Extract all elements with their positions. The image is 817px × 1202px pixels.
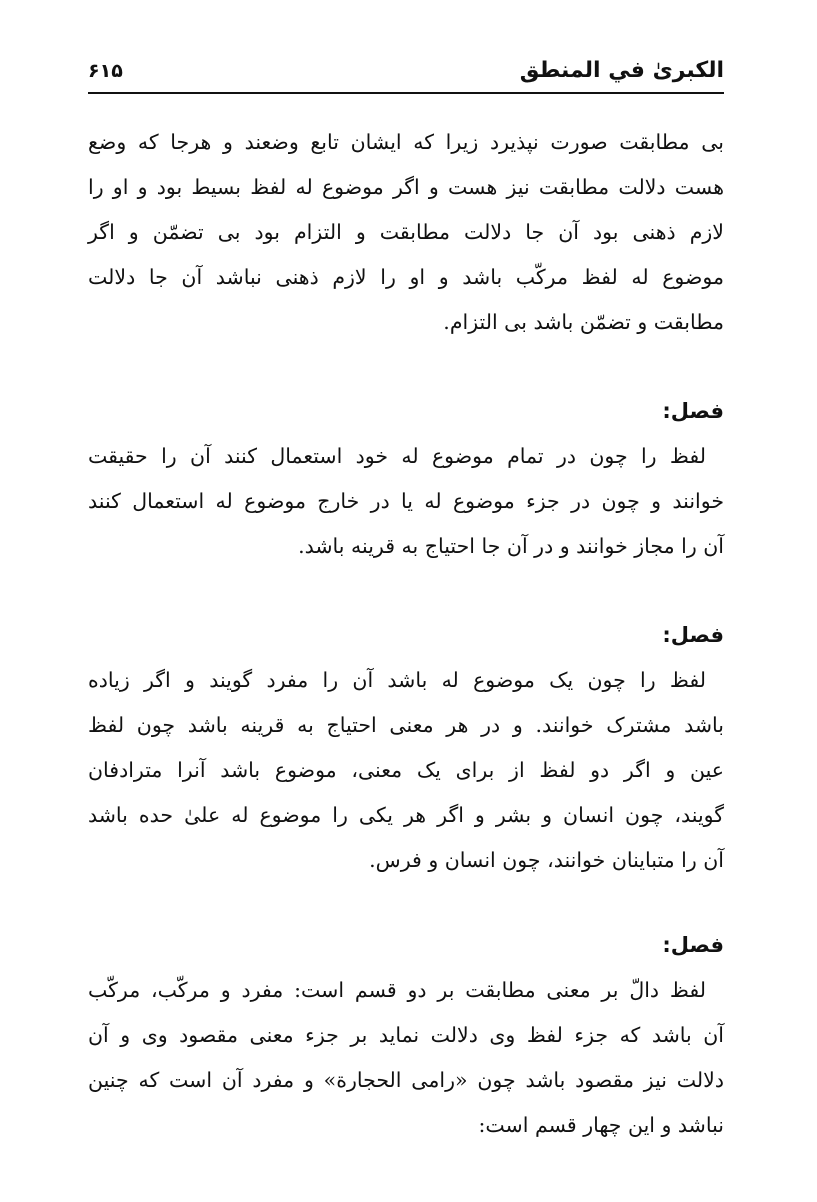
running-header <box>88 56 724 92</box>
paragraph-intro <box>88 120 724 345</box>
section-heading: فصل: <box>662 399 724 423</box>
text-line: لفظ دالّ بر معنی مطابقت بر دو قسم است: مفرد و مرکّب، مرکّب <box>88 978 706 1002</box>
text-line: آن را متباینان خوانند، چون انسان و فرس. <box>369 848 724 872</box>
text-line: دلالت نیز مقصود باشد چون «رامی الحجارة» و مفرد آن است که چنین <box>88 1068 724 1092</box>
text-line: لازم ذهنی بود آن جا دلالت مطابقت و التزام بود بی تضمّن و اگر <box>88 220 724 244</box>
page-body <box>88 120 724 1148</box>
text-line: آن باشد که جزء لفظ وی دلالت نماید بر جزء معنی مقصود وی و آن <box>88 1023 724 1047</box>
text-line: گویند، چون انسان و بشر و اگر هر یکی را موضوع له علیٰ حده باشد <box>88 803 724 827</box>
text-line: مطابقت و تضمّن باشد بی التزام. <box>443 310 724 334</box>
text-line: خوانند و چون در جزء موضوع له یا در خارج موضوع له استعمال کنند <box>88 489 724 513</box>
text-line: نباشد و این چهار قسم است: <box>478 1113 724 1137</box>
book-title: الکبریٰ في المنطق <box>519 58 724 83</box>
section-heading: فصل: <box>662 623 724 647</box>
text-line: عین و اگر دو لفظ از برای یک معنی، موضوع باشد آنرا مترادفان <box>88 758 724 782</box>
section-haqiqat-majaz <box>88 389 724 569</box>
text-line: لفظ را چون یک موضوع له باشد آن را مفرد گویند و اگر زیاده <box>88 668 706 692</box>
section-mofrad-morakkab <box>88 923 724 1148</box>
text-line: موضوع له لفظ مرکّب باشد و او را لازم ذهنی نباشد آن جا دلالت <box>88 265 724 289</box>
page-number: ۶۱۵ <box>88 60 123 82</box>
text-line: هست دلالت مطابقت نیز هست و اگر موضوع له لفظ بسیط بود و او را <box>88 175 724 199</box>
text-line: بی مطابقت صورت نپذیرد زیرا که ایشان تابع وضعند و هرجا که وضع <box>88 130 724 154</box>
section-heading: فصل: <box>662 933 724 957</box>
header-rule <box>88 92 724 94</box>
text-line: آن را مجاز خوانند و در آن جا احتیاج به قرینه باشد. <box>298 534 724 558</box>
text-line: باشد مشترک خوانند. و در هر معنی احتیاج به قرینه باشد چون لفظ <box>88 713 724 737</box>
section-mofrad-moshtarak <box>88 613 724 883</box>
text-line: لفظ را چون در تمام موضوع له خود استعمال کنند آن را حقیقت <box>88 444 706 468</box>
